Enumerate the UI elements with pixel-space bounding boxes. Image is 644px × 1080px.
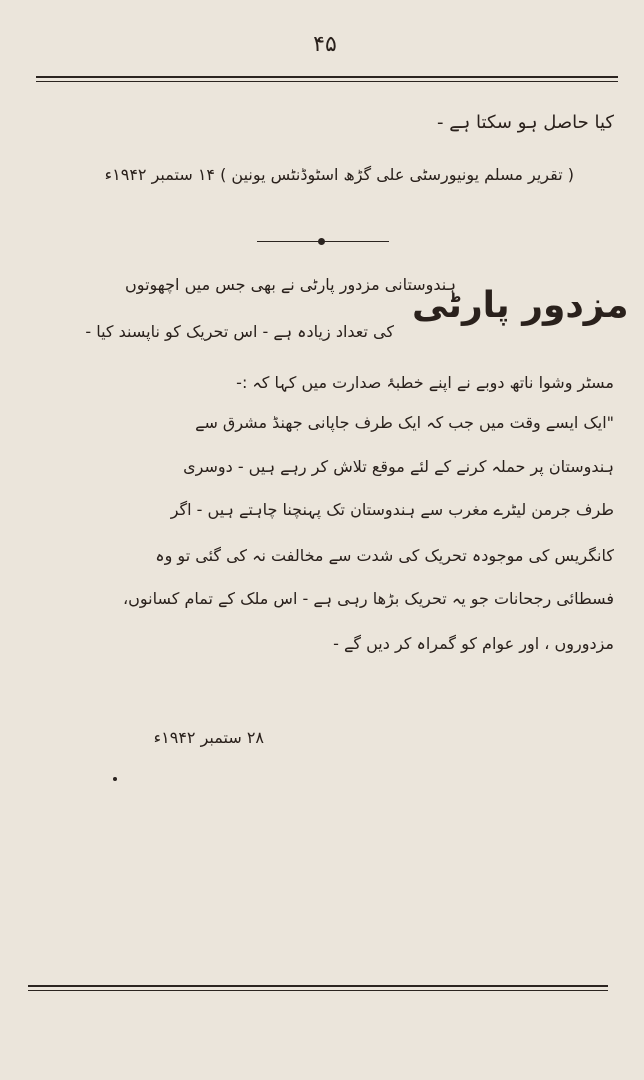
speech-citation: ( تقریر مسلم یونیورسٹی علی گڑھ اسٹوڈنٹس یونین ) ۱۴ ستمبر ۱۹۴۲ء: [104, 165, 574, 184]
top-rule: [36, 76, 618, 82]
ink-speck: [113, 777, 117, 781]
bottom-rule: [28, 985, 608, 991]
intro-fragment: کیا حاصل ہو سکتا ہے -: [437, 112, 614, 133]
page-number: ۴۵: [313, 32, 337, 57]
quote-line: کانگریس کی موجودہ تحریک کی شدت سے مخالفت نہ کی گئی تو وہ: [155, 546, 614, 565]
section-heading: مزدور پارٹی: [412, 285, 629, 326]
body-line: مسٹر وشوا ناتھ دوبے نے اپنے خطبۂ صدارت میں کہا کہ :-: [236, 373, 614, 392]
quote-line: فسطائی رجحانات جو یہ تحریک بڑھا رہی ہے - اس ملک کے تمام کسانوں،: [123, 589, 614, 608]
body-line: ہندوستانی مزدور پارٹی نے بھی جس میں اچھوتوں: [125, 275, 456, 294]
quote-line: ہندوستان پر حملہ کرنے کے لئے موقع تلاش کر رہے ہیں - دوسری: [183, 457, 614, 476]
quote-line: مزدوروں ، اور عوام کو گمراہ کر دیں گے -: [333, 634, 614, 653]
separator-dot: [318, 238, 325, 245]
quote-line: "ایک ایسے وقت میں جب کہ ایک طرف جاپانی جھنڈ مشرق سے: [195, 413, 614, 432]
quote-line: طرف جرمن لیٹرے مغرب سے ہندوستان تک پہنچنا چاہتے ہیں - اگر: [170, 500, 614, 519]
quote-date: ۲۸ ستمبر ۱۹۴۲ء: [153, 728, 264, 747]
section-separator: [257, 238, 389, 246]
body-line: کی تعداد زیادہ ہے - اس تحریک کو ناپسند کیا -: [85, 322, 394, 341]
